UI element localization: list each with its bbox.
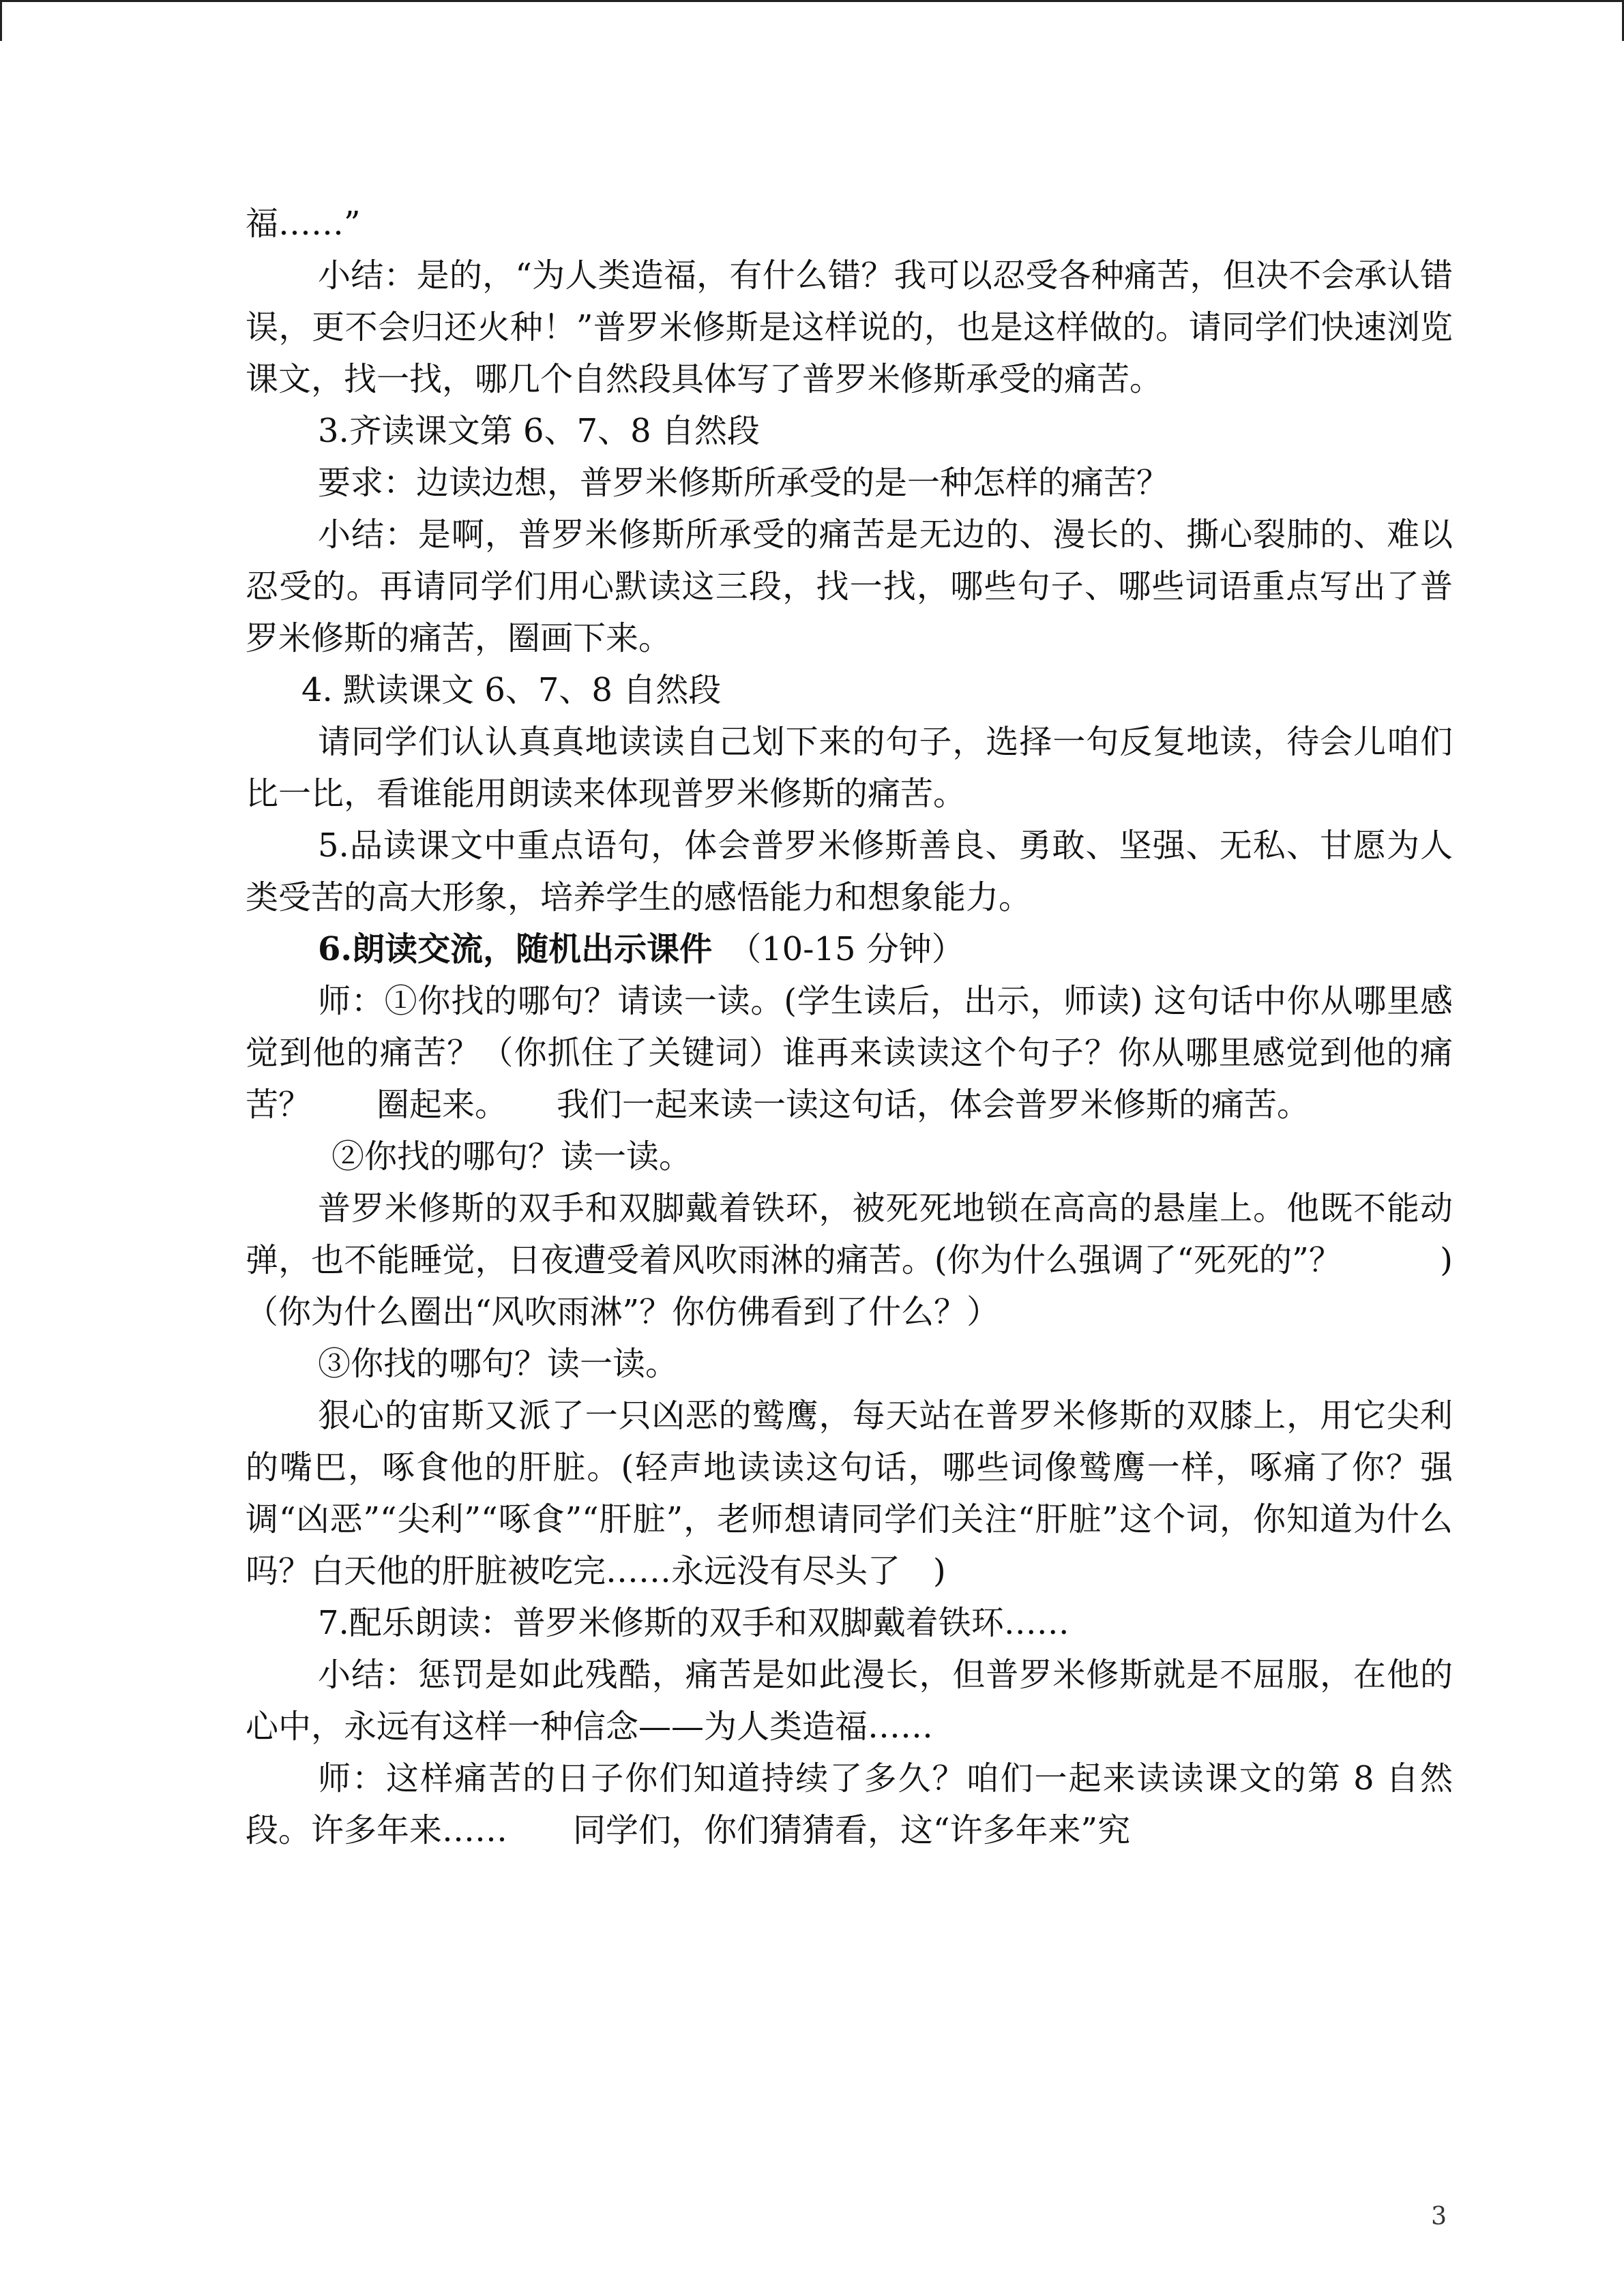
page-left-border bbox=[0, 0, 2, 41]
paragraph-8: 5.品读课文中重点语句，体会普罗米修斯善良、勇敢、坚强、无私、甘愿为人类受苦的高大形象，培养学生的感悟能力和想象能力。 bbox=[246, 826, 1453, 916]
paragraph-4: 要求：边读边想，普罗米修斯所承受的是一种怎样的痛苦？ bbox=[318, 464, 1170, 502]
paragraph-14: 狠心的宙斯又派了一只凶恶的鹫鹰，每天站在普罗米修斯的双膝上，用它尖利的嘴巴，啄食他的肝脏。(轻声地读读这句话，哪些词像鹫鹰一样，啄痛了你？强调“凶恶”“尖利”“啄食”“肝脏”，老师想请同学们关注“肝脏”这个词，你知道为什么吗？白天他的肝脏被吃完……永远没有尽头了 ) bbox=[246, 1397, 1453, 1590]
paragraph-17: 师：这样痛苦的日子你们知道持续了多久？咱们一起来读读课文的第 8 自然段。许多年来…… 同学们，你们猜猜看，这“许多年来”究 bbox=[246, 1759, 1453, 1849]
paragraph-9-heading: 6.朗读交流，随机出示课件 bbox=[318, 930, 713, 968]
page-top-border bbox=[0, 0, 1624, 2]
paragraph-16: 小结：惩罚是如此残酷，痛苦是如此漫长，但普罗米修斯就是不屈服，在他的心中，永远有这样一种信念——为人类造福…… bbox=[246, 1656, 1453, 1746]
paragraph-12: 普罗米修斯的双手和双脚戴着铁环，被死死地锁在高高的悬崖上。他既不能动弹，也不能睡觉，日夜遭受着风吹雨淋的痛苦。(你为什么强调了“死死的”？ )（你为什么圈出“风吹雨淋”？你仿佛看到了什么？） bbox=[246, 1189, 1453, 1331]
paragraph-7: 请同学们认认真真地读读自己划下来的句子，选择一句反复地读，待会儿咱们比一比，看谁能用朗读来体现普罗米修斯的痛苦。 bbox=[246, 723, 1453, 813]
paragraph-3: 3.齐读课文第 6、7、8 自然段 bbox=[318, 412, 760, 450]
paragraph-15: 7.配乐朗读：普罗米修斯的双手和双脚戴着铁环…… bbox=[318, 1604, 1069, 1642]
paragraph-11: ②你找的哪句？读一读。 bbox=[331, 1137, 692, 1176]
paragraph-2: 小结：是的，“为人类造福，有什么错？我可以忍受各种痛苦，但决不会承认错误，更不会归还火种！”普罗米修斯是这样说的，也是这样做的。请同学们快速浏览课文，找一找，哪几个自然段具体写了普罗米修斯承受的痛苦。 bbox=[246, 256, 1453, 398]
paragraph-6: 4. 默读课文 6、7、8 自然段 bbox=[301, 671, 722, 709]
paragraph-9-duration: （10-15 分钟） bbox=[712, 930, 964, 968]
paragraph-10: 师：①你找的哪句？请读一读。(学生读后，出示，师读) 这句话中你从哪里感觉到他的痛苦？（你抓住了关键词）谁再来读读这个句子？你从哪里感觉到他的痛苦？ 圈起来。 我们一起来读一读这句话，体会普罗米修斯的痛苦。 bbox=[246, 982, 1453, 1124]
paragraph-5: 小结：是啊，普罗米修斯所承受的痛苦是无边的、漫长的、撕心裂肺的、难以忍受的。再请同学们用心默读这三段，找一找，哪些句子、哪些词语重点写出了普罗米修斯的痛苦，圈画下来。 bbox=[246, 516, 1453, 657]
paragraph-9 bbox=[246, 923, 1453, 975]
page-number: 3 bbox=[1431, 2203, 1447, 2231]
paragraph-13: ③你找的哪句？读一读。 bbox=[318, 1345, 679, 1383]
paragraph-1: 福……” bbox=[246, 205, 361, 243]
document-body bbox=[246, 198, 1453, 1856]
